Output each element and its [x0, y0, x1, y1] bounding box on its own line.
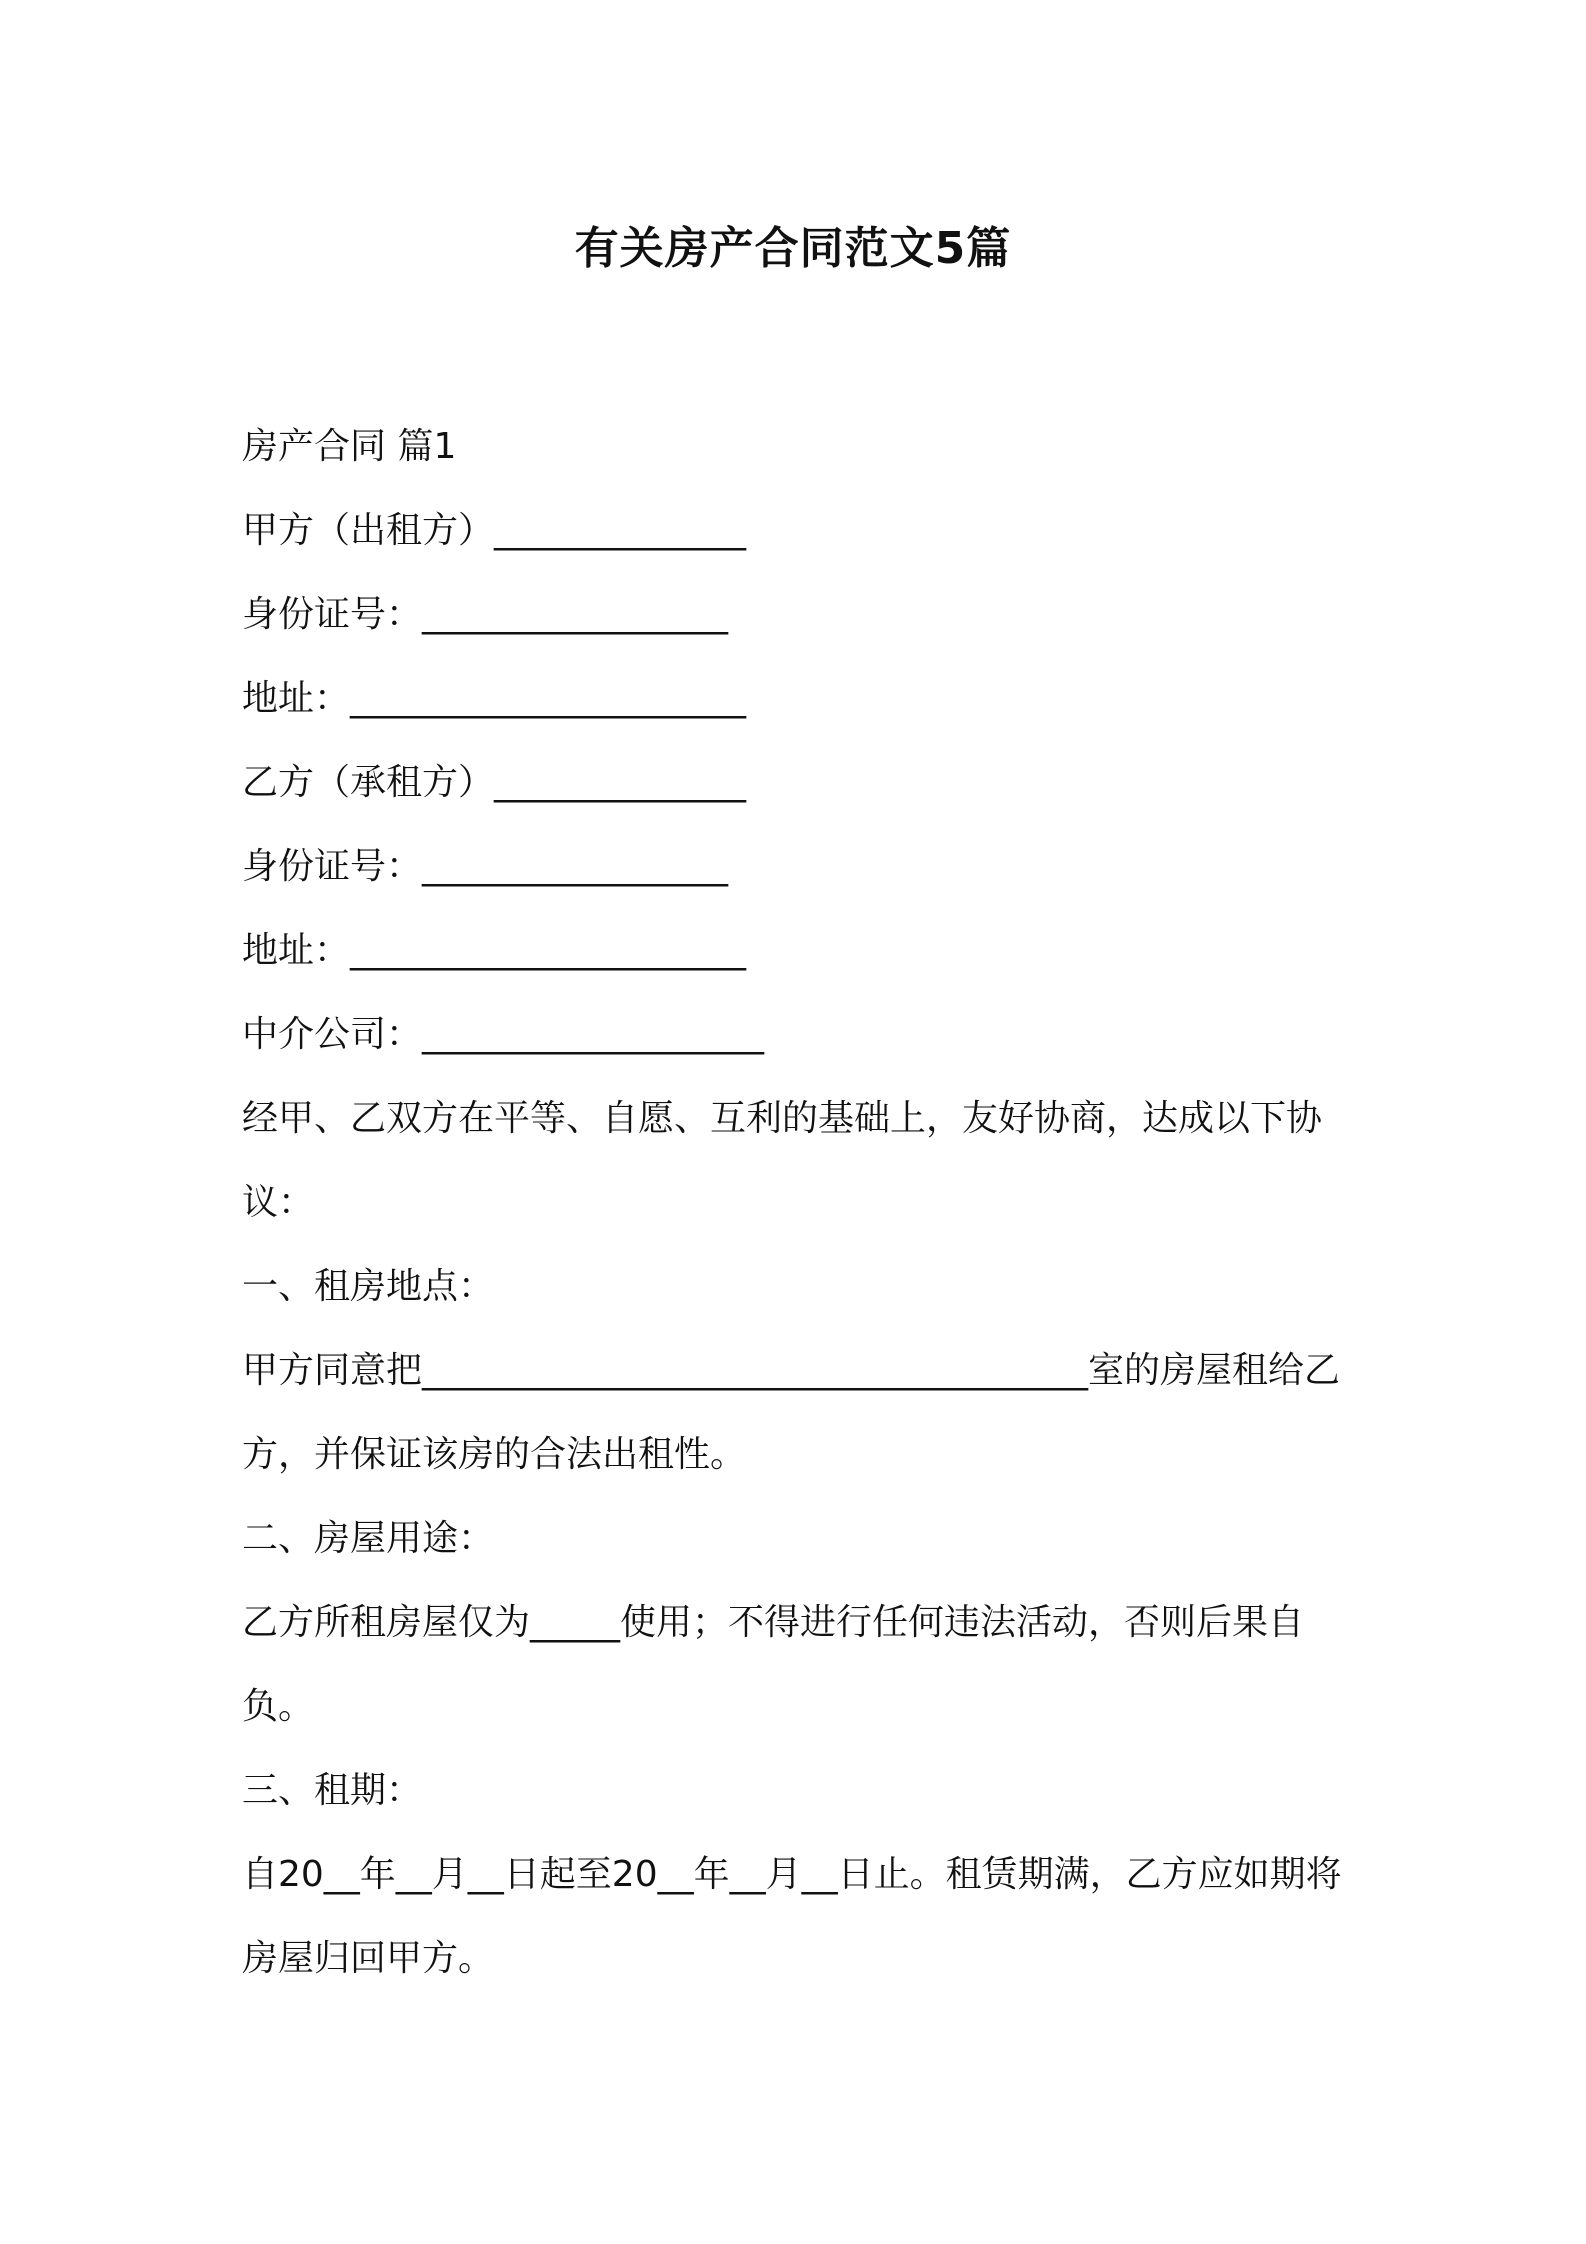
document-body — [242, 405, 1357, 2001]
party-a-line: 甲方（出租方）______________ — [242, 510, 747, 551]
party-b-address-line: 地址：______________________ — [242, 930, 747, 971]
section-3-text: 自20__年__月__日起至20__年__月__日止。租赁期满，乙方应如期将房屋归回甲方。 — [242, 1854, 1342, 1979]
section-2-heading: 二、房屋用途： — [242, 1518, 495, 1559]
intro-paragraph: 经甲、乙双方在平等、自愿、互利的基础上，友好协商，达成以下协议： — [242, 1098, 1323, 1223]
section-3-heading: 三、租期： — [242, 1770, 423, 1811]
agency-line: 中介公司：___________________ — [242, 1014, 765, 1055]
section-1-heading: 一、租房地点： — [242, 1266, 495, 1307]
contract-heading: 房产合同 篇1 — [242, 426, 457, 467]
section-2-text: 乙方所租房屋仅为_____使用；不得进行任何违法活动，否则后果自负。 — [242, 1602, 1305, 1727]
party-a-address-line: 地址：______________________ — [242, 678, 747, 719]
document-title: 有关房产合同范文5篇 — [574, 223, 1012, 274]
party-b-id-line: 身份证号：_________________ — [242, 846, 729, 887]
party-b-line: 乙方（承租方）______________ — [242, 762, 747, 803]
party-a-id-line: 身份证号：_________________ — [242, 594, 729, 635]
section-1-text: 甲方同意把_____________________________________室的房屋租给乙方，并保证该房的合法出租性。 — [242, 1350, 1341, 1475]
